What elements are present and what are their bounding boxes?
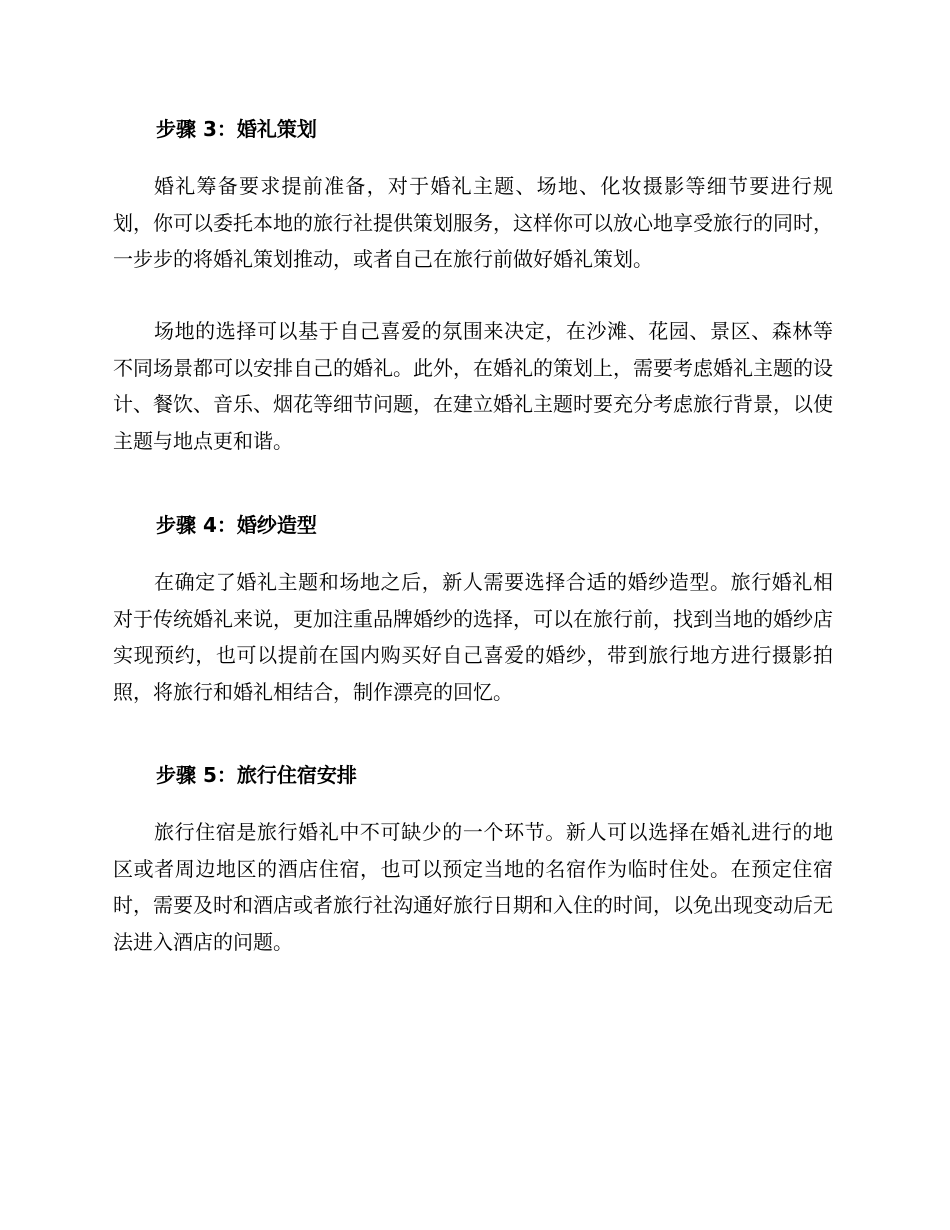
paragraph: 婚礼筹备要求提前准备，对于婚礼主题、场地、化妆摄影等细节要进行规划，你可以委托本地的旅行社提供策划服务，这样你可以放心地享受旅行的同时，一步步的将婚礼策划推动，或者自己在旅行前做好婚礼策划。 [113,174,833,271]
paragraph: 旅行住宿是旅行婚礼中不可缺少的一个环节。新人可以选择在婚礼进行的地区或者周边地区的酒店住宿，也可以预定当地的名宿作为临时住处。在预定住宿时，需要及时和酒店或者旅行社沟通好旅行日期和入住的时间，以免出现变动后无法进入酒店的问题。 [113,820,833,954]
paragraph: 场地的选择可以基于自己喜爱的氛围来决定，在沙滩、花园、景区、森林等不同场景都可以安排自己的婚礼。此外，在婚礼的策划上，需要考虑婚礼主题的设计、餐饮、音乐、烟花等细节问题，在建立婚礼主题时要充分考虑旅行背景，以使主题与地点更和谐。 [113,319,833,453]
section-heading-step-5: 步骤 5：旅行住宿安排 [156,763,357,787]
section-heading-step-3: 步骤 3：婚礼策划 [156,117,317,141]
paragraph: 在确定了婚礼主题和场地之后，新人需要选择合适的婚纱造型。旅行婚礼相对于传统婚礼来说，更加注重品牌婚纱的选择，可以在旅行前，找到当地的婚纱店实现预约，也可以提前在国内购买好自己喜爱的婚纱，带到旅行地方进行摄影拍照，将旅行和婚礼相结合，制作漂亮的回忆。 [113,570,833,704]
section-heading-step-4: 步骤 4：婚纱造型 [156,513,317,537]
